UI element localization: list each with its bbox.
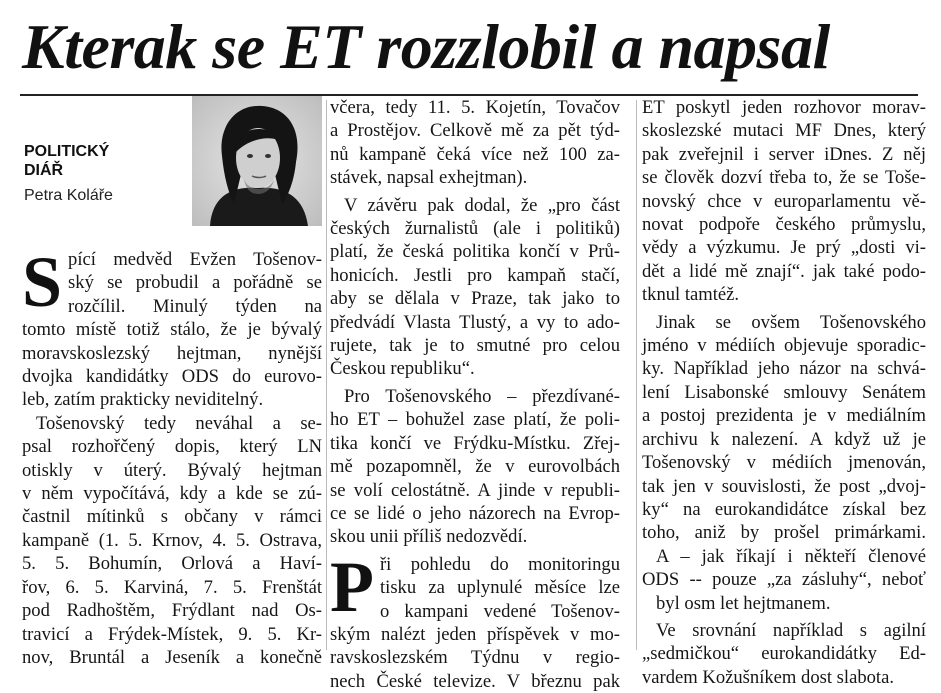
- column-1-text: [22, 242, 322, 669]
- column-byline-box: [22, 96, 322, 232]
- text-line: ským nalézt jeden příspěvek v mo-: [330, 623, 620, 645]
- text-line: skou unii příliš nedozvědí.: [330, 526, 528, 548]
- text-line: travicí a Frýdek-Místek, 9. 5. Kr-: [22, 623, 322, 645]
- text-line: leb, zatím prakticky neviditelný.: [22, 389, 264, 411]
- text-line: platí, že česká politika končí v Prů-: [330, 241, 620, 263]
- text-line: byl osm let hejtmanem.: [656, 592, 831, 614]
- text-line: nov, Bruntál a Jeseník a konečně: [22, 646, 322, 668]
- text-line: dět a lidé mě znají“. jak také podo-: [642, 260, 926, 282]
- text-line: a postoj prezidenta je v mediálním: [642, 405, 926, 427]
- paragraph: [330, 194, 620, 381]
- text-line: V závěru pak dodal, že „pro část: [344, 194, 620, 216]
- author-portrait: [192, 96, 322, 226]
- text-line: o kampani vedené Tošenov-: [379, 600, 620, 622]
- text-line: se volí celostátně. A jinde v republi-: [330, 479, 620, 501]
- text-line: vardem Kožušníkem dost slabota.: [642, 666, 894, 688]
- text-line: jméno v médiích objevuje sporadic-: [642, 335, 926, 357]
- text-line: toho, aniž by prošel primárkami.: [642, 522, 926, 544]
- article-column-1: [22, 96, 322, 668]
- kicker-line: POLITICKÝ: [24, 143, 110, 160]
- column-kicker: [24, 142, 109, 180]
- text-line: novat podpoře českého průmyslu,: [642, 214, 926, 236]
- drop-cap: P: [330, 546, 374, 627]
- text-line: otiskly v úterý. Bývalý hejtman: [22, 459, 322, 481]
- text-line: tika končí ve Frýdku-Místku. Zřej-: [330, 432, 620, 454]
- column-divider: [636, 100, 637, 650]
- paragraph: [642, 311, 926, 615]
- text-line: novský chce v europarlamentu vě-: [642, 190, 926, 212]
- text-line: ET poskytl jeden rozhovor morav-: [642, 97, 926, 118]
- text-line: řov, 6. 5. Karviná, 7. 5. Frenštát: [22, 576, 322, 598]
- text-line: ho ET – bohužel zase platí, že poli-: [330, 409, 620, 431]
- column-divider: [326, 100, 327, 650]
- text-line: tomto místě totiž stálo, že je bývalý: [22, 319, 322, 341]
- text-line: Ve srovnání například s agilní: [656, 619, 926, 641]
- text-line: a Prostějov. Celkově mě za pět týd-: [330, 120, 620, 142]
- text-line: tisku za uplynulé měsíce lze: [379, 577, 620, 599]
- author-name: Petra Koláře: [24, 187, 113, 204]
- text-line: se člověk dozví třeba to, že se Toše-: [642, 167, 926, 189]
- text-line: ODS -- pouze „za zásluhy“, neboť: [642, 569, 926, 591]
- text-line: psal rozhořčený dopis, který LN: [22, 436, 322, 458]
- text-line: mě pozapomněl, že v eurovolbách: [330, 456, 620, 478]
- drop-cap: S: [22, 242, 63, 322]
- article-column-3: [642, 96, 926, 688]
- text-line: tak jen v souvislosti, že post „dvoj-: [642, 475, 926, 497]
- text-line: Pro Tošenovského – přezdívané-: [344, 385, 620, 407]
- text-line: častnil mítinků s občany v rámci: [22, 506, 322, 528]
- text-line: Tošenovský tedy neváhal a se-: [36, 412, 322, 434]
- text-line: 5. 5. Bohumín, Orlová a Haví-: [22, 553, 322, 575]
- text-line: v něm vypočítává, kdy a kde se zú-: [22, 483, 322, 505]
- text-line: včera, tedy 11. 5. Kojetín, Tovačov: [330, 97, 620, 118]
- text-line: archivu k nalezení. A když už je: [642, 428, 926, 450]
- text-line: tknul tamtéž.: [642, 284, 740, 306]
- text-line: vědy a výzkumu. Je prý „dosti vi-: [642, 237, 926, 259]
- text-line: ky. Například jeho názor na schvá-: [642, 358, 926, 380]
- text-line: ři pohledu do monitoringu: [379, 553, 620, 575]
- text-line: stávek, napsal exhejtman).: [330, 167, 528, 189]
- text-line: lení Lisabonské smlouvy Senátem: [642, 381, 926, 403]
- text-line: dvojka kandidátky ODS do eurovo-: [22, 366, 322, 388]
- paragraph: [22, 242, 322, 412]
- text-line: ravskoslezském Týdnu v regio-: [330, 647, 620, 669]
- paragraph: [642, 619, 926, 689]
- text-line: rujete, tak je to smutné pro celou: [330, 335, 620, 357]
- paragraph: [330, 546, 620, 693]
- text-line: českých žurnalistů (ale i politiků): [330, 218, 620, 240]
- text-line: Českou republiku“.: [330, 358, 475, 380]
- article-column-2: [330, 96, 620, 692]
- text-line: pod Radhoštěm, Frýdlant nad Os-: [22, 600, 322, 622]
- text-line: aby se dělala v Praze, tak jako to: [330, 288, 620, 310]
- paragraph: [22, 412, 322, 669]
- text-line: pící medvěd Evžen Tošenov-: [68, 249, 322, 270]
- text-line: moravskoslezský hejtman, nynější: [22, 342, 322, 364]
- text-line: ky“ na eurokandidátce získal bez: [642, 498, 926, 520]
- text-line: předvádí Vlasta Tlustý, a vy to ado-: [330, 311, 620, 333]
- text-line: Jinak se ovšem Tošenovského: [656, 311, 926, 333]
- text-line: A – jak říkají i někteří členové: [656, 545, 926, 567]
- paragraph: [330, 96, 620, 190]
- kicker-line: DIÁŘ: [24, 162, 64, 179]
- headline: Kterak se ET rozzlobil a napsal: [22, 11, 830, 82]
- text-line: skoslezské mutaci MF Dnes, který: [642, 120, 926, 142]
- text-line: honicích. Jestli pro kampaň stačí,: [330, 264, 620, 286]
- text-line: ský se probudil a pořádně se: [68, 272, 322, 294]
- text-line: ce se lidé o jeho názorech na Evrop-: [330, 502, 620, 524]
- text-line: nech České televize. V březnu pak: [330, 670, 620, 692]
- text-line: rozčílil. Minulý týden na: [68, 295, 322, 317]
- text-line: pak zveřejnil i server iDnes. Z něj: [642, 143, 926, 165]
- text-line: nů kampaně čeká více než 100 za-: [330, 143, 620, 165]
- text-line: Tošenovský v médiích jmenován,: [642, 452, 926, 474]
- paragraph: [330, 385, 620, 549]
- text-line: „sedmičkou“ eurokandidátky Ed-: [642, 643, 926, 665]
- paragraph: [642, 96, 926, 307]
- text-line: kampaně (1. 5. Krnov, 4. 5. Ostrava,: [22, 529, 322, 551]
